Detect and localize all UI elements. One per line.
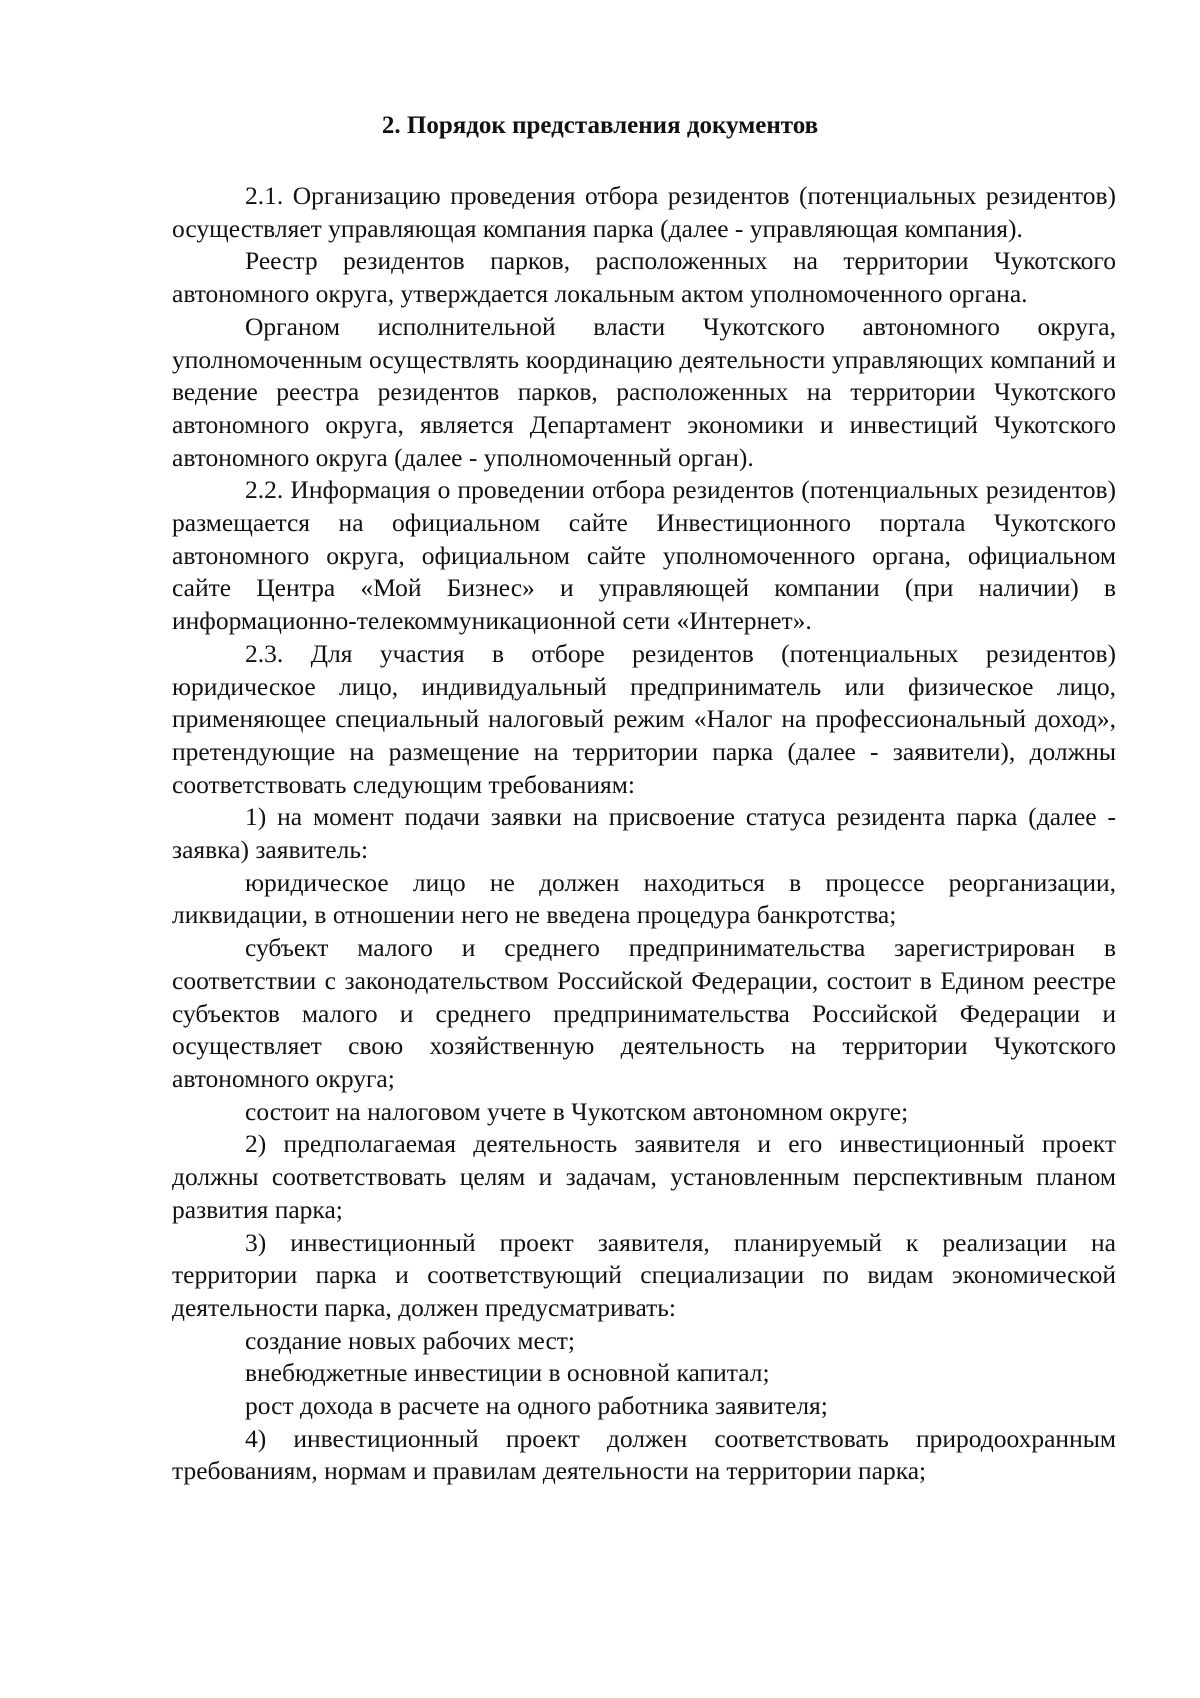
- list-item-1-sme: субъект малого и среднего предпринимательства зарегистрирован в соответствии с законодательством Российской Федерации, состоит в Едином реестре субъектов малого и среднего предпринимательства Российской Федерации и осуществляет свою хозяйственную деятельность на территории Чукотского автономного округа;: [172, 933, 1116, 1093]
- document-body: [172, 180, 1116, 1488]
- list-item-4: 4) инвестиционный проект должен соответствовать природоохранным требованиям, нормам и правилам деятельности на территории парка;: [172, 1423, 1116, 1486]
- list-item-3: 3) инвестиционный проект заявителя, планируемый к реализации на территории парка и соответствующий специализации по видам экономической деятельности парка, должен предусматривать:: [172, 1227, 1116, 1322]
- section-heading: 2. Порядок представления документов: [381, 112, 819, 139]
- paragraph-2-3: 2.3. Для участия в отборе резидентов (потенциальных резидентов) юридическое лицо, индивидуальный предприниматель или физическое лицо, применяющее специальный налоговый режим «Налог на профессиональный доход», претендующие на размещение на территории парка (далее - заявители), должны соответствовать следующим требованиям:: [172, 638, 1116, 799]
- paragraph-authorized-body: Органом исполнительной власти Чукотского автономного округа, уполномоченным осуществлять координацию деятельности управляющих компаний и ведение реестра резидентов парков, расположенных на территории Чукотского автономного округа, является Департамент экономики и инвестиций Чукотского автономного округа (далее - уполномоченный орган).: [172, 311, 1116, 472]
- paragraph-registry: Реестр резидентов парков, расположенных на территории Чукотского автономного округа, утверждается локальным актом уполномоченного органа.: [172, 246, 1116, 309]
- list-item-1: 1) на момент подачи заявки на присвоение статуса резидента парка (далее - заявка) заявитель:: [172, 802, 1116, 865]
- list-item-1-legal-entity: юридическое лицо не должен находиться в процессе реорганизации, ликвидации, в отношении него не введена процедура банкротства;: [172, 867, 1116, 930]
- paragraph-2-2: 2.2. Информация о проведении отбора резидентов (потенциальных резидентов) размещается на официальном сайте Инвестиционного портала Чукотского автономного округа, официальном сайте уполномоченного органа, официальном сайте Центра «Мой Бизнес» и управляющей компании (при наличии) в информационно-телекоммуникационной сети «Интернет».: [172, 475, 1116, 636]
- list-item-3-investment: внебюджетные инвестиции в основной капитал;: [245, 1358, 770, 1388]
- list-item-1-tax: состоит на налоговом учете в Чукотском автономном округе;: [245, 1096, 909, 1126]
- list-item-2: 2) предполагаемая деятельность заявителя и его инвестиционный проект должны соответствовать целям и задачам, установленным перспективным планом развития парка;: [172, 1129, 1116, 1224]
- paragraph-2-1: 2.1. Организацию проведения отбора резидентов (потенциальных резидентов) осуществляет управляющая компания парка (далее - управляющая компания).: [172, 181, 1116, 243]
- list-item-3-income: рост дохода в расчете на одного работника заявителя;: [245, 1391, 828, 1421]
- list-item-3-jobs: создание новых рабочих мест;: [245, 1325, 576, 1355]
